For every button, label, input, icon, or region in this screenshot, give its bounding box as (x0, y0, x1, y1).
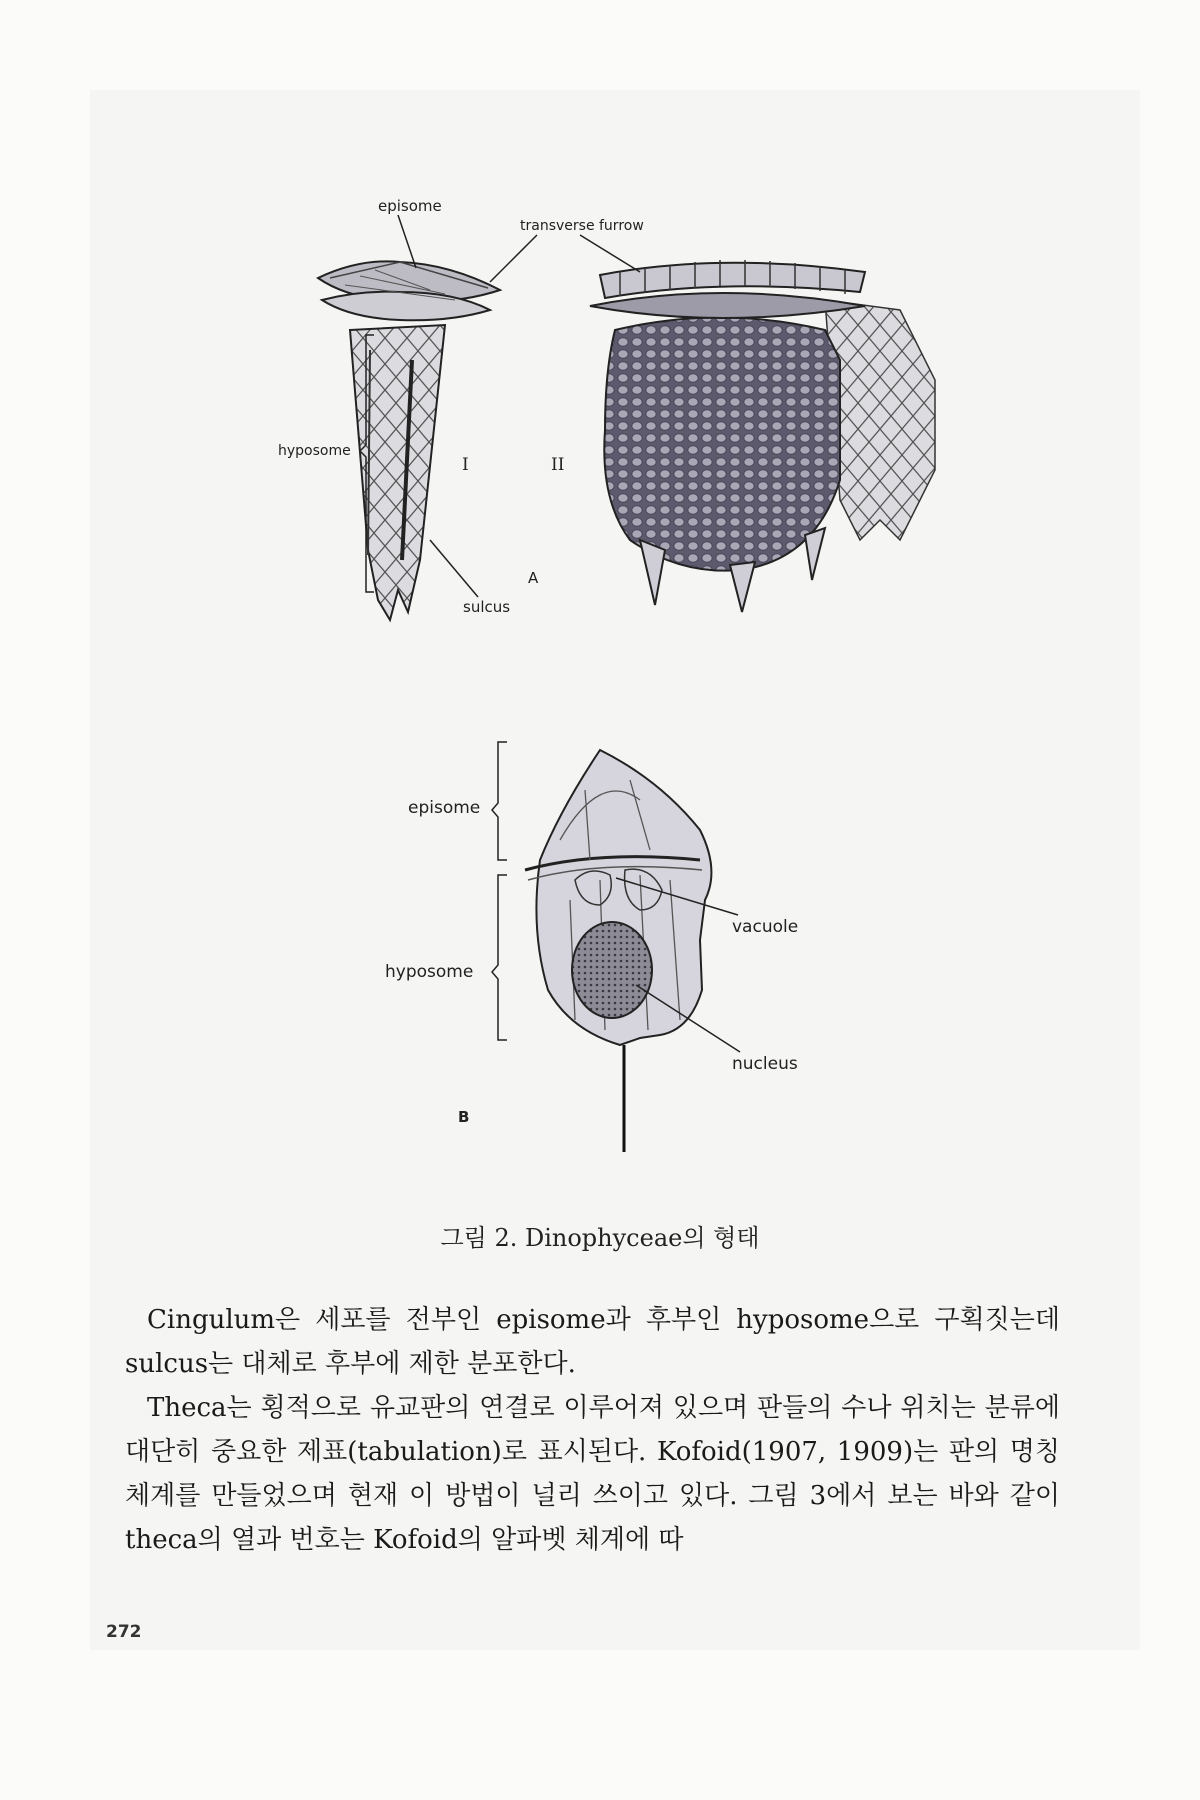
label-sulcus: sulcus (463, 598, 511, 616)
episome-bracket-b (492, 742, 507, 860)
leader-episome-a (398, 215, 416, 268)
panel-letter-a: A (528, 569, 539, 587)
label-roman-1: I (462, 455, 469, 475)
label-transverse-furrow: transverse furrow (520, 218, 644, 234)
figure-b (0, 700, 1200, 1180)
label-hyposome-b: hyposome (385, 962, 474, 982)
label-hyposome-a: hyposome (278, 443, 351, 459)
leader-transverse-furrow-1 (490, 235, 537, 282)
figure-a (0, 0, 1200, 640)
paragraph-2: Theca는 횡적으로 유교판의 연결로 이루어져 있으며 판들의 수나 위치는 분류에 대단히 중요한 제표(tabulation)로 표시된다. Kofoid(1907, 1909)는 판의 명칭 체계를 만들었으며 현재 이 방법이 널리 쓰이고 있다. 그림 3에서 보는 바와 같이 theca의 열과 번호는 Kofoid의 알파벳 체계에 따 (125, 1393, 1060, 1555)
paragraph-1: Cingulum은 세포를 전부인 episome과 후부인 hyposome으로 구획짓는데 sulcus는 대체로 후부에 제한 분포한다. (125, 1305, 1060, 1379)
label-roman-2: II (551, 455, 565, 475)
label-vacuole: vacuole (732, 917, 799, 937)
leader-sulcus (430, 540, 478, 597)
figure-caption: 그림 2. Dinophyceae의 형태 (440, 1224, 760, 1252)
page-number: 272 (106, 1622, 142, 1642)
figure-a-cell-2 (590, 260, 935, 612)
figure-a-cell-1 (318, 261, 500, 620)
label-episome-b: episome (408, 798, 481, 818)
panel-letter-b: B (458, 1108, 470, 1126)
figure-b-cell (525, 750, 711, 1152)
hyposome-bracket-b (492, 875, 507, 1040)
label-nucleus: nucleus (732, 1054, 798, 1074)
label-episome-a: episome (378, 197, 442, 215)
body-text (125, 1298, 1060, 1562)
leader-transverse-furrow-2 (580, 235, 640, 272)
